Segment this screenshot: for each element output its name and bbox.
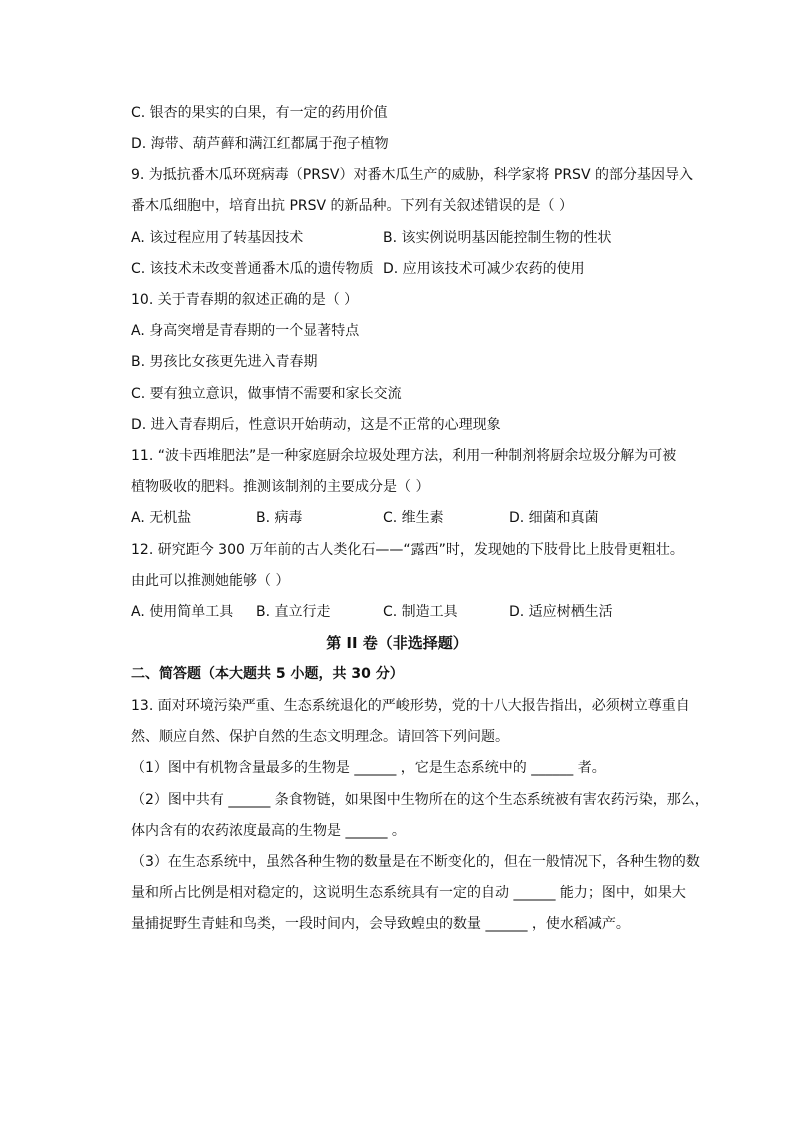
q11-option-a: A. 无机盐 bbox=[131, 510, 192, 526]
part-heading: 二、简答题（本大题共 5 小题，共 30 分） bbox=[131, 666, 404, 682]
q11-option-c: C. 维生素 bbox=[383, 510, 444, 526]
q11-option-d: D. 细菌和真菌 bbox=[509, 510, 599, 526]
q13-sub3-line3: 量捕捉野生青蛙和鸟类，一段时间内，会导致蝗虫的数量 ______ ，使水稻减产。 bbox=[131, 916, 630, 932]
q12-option-a: A. 使用简单工具 bbox=[131, 604, 234, 620]
q9-stem-line2: 番木瓜细胞中，培育出抗 PRSV 的新品种。下列有关叙述错误的是（ ） bbox=[131, 198, 573, 214]
q12-stem-line2: 由此可以推测她能够（ ） bbox=[131, 573, 290, 589]
q12-stem-line1: 12. 研究距今 300 万年前的古人类化石——“露西”时，发现她的下肢骨比上肢骨更粗壮。 bbox=[131, 542, 684, 558]
q12-option-d: D. 适应树栖生活 bbox=[509, 604, 613, 620]
q10-stem: 10. 关于青春期的叙述正确的是（ ） bbox=[131, 292, 359, 308]
q8-option-c: C. 银杏的果实的白果，有一定的药用价值 bbox=[131, 105, 388, 121]
q11-stem-line2: 植物吸收的肥料。推测该制剂的主要成分是（ ） bbox=[131, 479, 430, 495]
q9-option-b: B. 该实例说明基因能控制生物的性状 bbox=[383, 230, 612, 246]
q10-option-d: D. 进入青春期后，性意识开始萌动，这是不正常的心理现象 bbox=[131, 417, 501, 433]
q9-option-a: A. 该过程应用了转基因技术 bbox=[131, 230, 304, 246]
q10-option-c: C. 要有独立意识，做事情不需要和家长交流 bbox=[131, 386, 402, 402]
q10-option-a: A. 身高突增是青春期的一个显著特点 bbox=[131, 323, 360, 339]
q13-sub3-line1: （3）在生态系统中，虽然各种生物的数量是在不断变化的，但在一般情况下，各种生物的数 bbox=[131, 854, 700, 870]
q13-sub2-line1: （2）图中共有 ______ 条食物链，如果图中生物所在的这个生态系统被有害农药污染，那么， bbox=[131, 792, 709, 808]
q13-sub3-line2: 量和所占比例是相对稳定的，这说明生态系统具有一定的自动 ______ 能力；图中，如果大 bbox=[131, 885, 686, 901]
q9-stem-line1: 9. 为抵抗番木瓜环斑病毒（PRSV）对番木瓜生产的威胁，科学家将 PRSV 的部分基因导入 bbox=[131, 167, 693, 183]
q13-stem-line1: 13. 面对环境污染严重、生态系统退化的严峻形势，党的十八大报告指出，必须树立尊重自 bbox=[131, 698, 690, 714]
q13-sub2-line2: 体内含有的农药浓度最高的生物是 ______ 。 bbox=[131, 823, 406, 839]
q12-option-b: B. 直立行走 bbox=[256, 604, 331, 620]
q12-option-c: C. 制造工具 bbox=[383, 604, 458, 620]
q10-option-b: B. 男孩比女孩更先进入青春期 bbox=[131, 354, 318, 370]
q13-sub1: （1）图中有机物含量最多的生物是 ______ ，它是生态系统中的 ______ 者。 bbox=[131, 760, 606, 776]
q9-option-d: D. 应用该技术可减少农药的使用 bbox=[383, 261, 585, 277]
q11-stem-line1: 11. “波卡西堆肥法”是一种家庭厨余垃圾处理方法，利用一种制剂将厨余垃圾分解为可被 bbox=[131, 448, 677, 464]
q8-option-d: D. 海带、葫芦藓和满江红都属于孢子植物 bbox=[131, 136, 389, 152]
q11-option-b: B. 病毒 bbox=[256, 510, 303, 526]
q9-option-c: C. 该技术未改变普通番木瓜的遗传物质 bbox=[131, 261, 374, 277]
q13-stem-line2: 然、顺应自然、保护自然的生态文明理念。请回答下列问题。 bbox=[131, 729, 509, 745]
section-title: 第 II 卷（非选择题） bbox=[326, 634, 468, 652]
